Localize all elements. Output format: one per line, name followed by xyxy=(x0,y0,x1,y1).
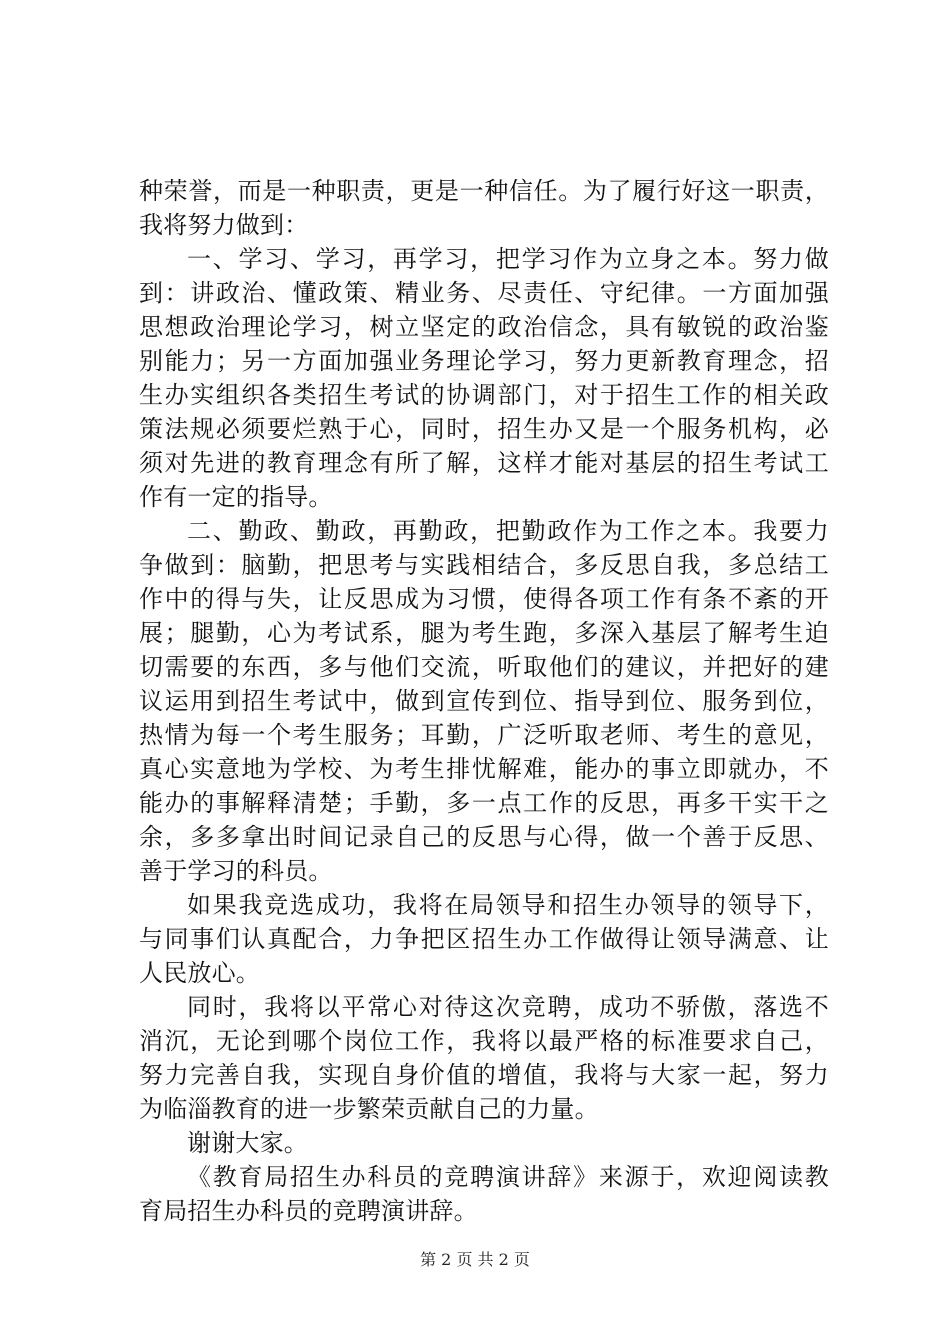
document-line: 我将努力做到： xyxy=(139,211,309,239)
document-line: 热情为每一个考生服务；耳勤，广泛听取老师、考生的意见， xyxy=(139,721,829,749)
document-line: 争做到：脑勤，把思考与实践相结合，多反思自我，多总结工 xyxy=(139,551,829,579)
document-line: 能办的事解释清楚；手勤，多一点工作的反思，再多干实干之 xyxy=(139,789,829,817)
document-line: 同时，我将以平常心对待这次竞聘，成功不骄傲，落选不 xyxy=(187,993,829,1021)
page-footer: 第 2 页 共 2 页 xyxy=(420,1250,530,1269)
document-line: 二、勤政、勤政，再勤政，把勤政作为工作之本。我要力 xyxy=(187,517,829,545)
document-line: 人民放心。 xyxy=(139,959,260,987)
document-line: 真心实意地为学校、为考生排忧解难，能办的事立即就办，不 xyxy=(139,755,829,783)
document-line: 为临淄教育的进一步繁荣贡献自己的力量。 xyxy=(139,1095,599,1123)
document-line: 议运用到招生考试中，做到宣传到位、指导到位、服务到位， xyxy=(139,687,829,715)
document-line: 努力完善自我，实现自身价值的增值，我将与大家一起，努力 xyxy=(139,1061,829,1089)
document-line: 须对先进的教育理念有所了解，这样才能对基层的招生考试工 xyxy=(139,449,829,477)
document-line: 消沉，无论到哪个岗位工作，我将以最严格的标准要求自己， xyxy=(139,1027,829,1055)
document-line: 作中的得与失，让反思成为习惯，使得各项工作有条不紊的开 xyxy=(139,585,829,613)
document-line: 与同事们认真配合，力争把区招生办工作做得让领导满意、让 xyxy=(139,925,829,953)
document-line: 谢谢大家。 xyxy=(187,1129,308,1157)
document-line: 育局招生办科员的竞聘演讲辞。 xyxy=(139,1197,478,1225)
document-line: 展；腿勤，心为考试系，腿为考生跑，多深入基层了解考生迫 xyxy=(139,619,829,647)
document-line: 到：讲政治、懂政策、精业务、尽责任、守纪律。一方面加强 xyxy=(139,279,829,307)
document-line: 切需要的东西，多与他们交流，听取他们的建议，并把好的建 xyxy=(139,653,829,681)
document-line: 作有一定的指导。 xyxy=(139,483,333,511)
document-line: 思想政治理论学习，树立坚定的政治信念，具有敏锐的政治鉴 xyxy=(139,313,829,341)
document-line: 生办实组织各类招生考试的协调部门，对于招生工作的相关政 xyxy=(139,381,829,409)
document-line: 种荣誉，而是一种职责，更是一种信任。为了履行好这一职责， xyxy=(139,177,829,205)
document-line: 如果我竞选成功，我将在局领导和招生办领导的领导下， xyxy=(187,891,829,919)
document-line: 《教育局招生办科员的竞聘演讲辞》来源于，欢迎阅读教 xyxy=(187,1163,829,1191)
document-line: 一、学习、学习，再学习，把学习作为立身之本。努力做 xyxy=(187,245,829,273)
document-line: 余，多多拿出时间记录自己的反思与心得，做一个善于反思、 xyxy=(139,823,829,851)
document-body xyxy=(139,174,829,1228)
document-line: 善于学习的科员。 xyxy=(139,857,333,885)
document-line: 策法规必须要烂熟于心，同时，招生办又是一个服务机构，必 xyxy=(139,415,829,443)
document-line: 别能力；另一方面加强业务理论学习，努力更新教育理念，招 xyxy=(139,347,829,375)
